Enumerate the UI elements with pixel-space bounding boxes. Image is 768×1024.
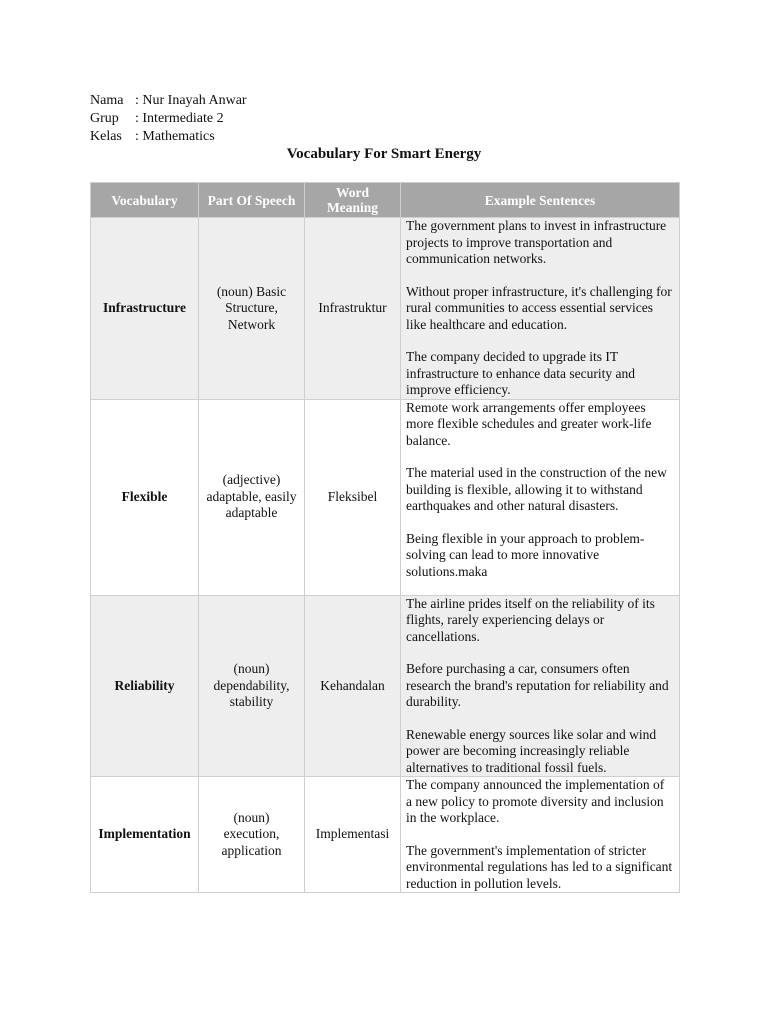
vocabulary-cell: Reliability	[91, 595, 199, 777]
student-name-row	[90, 92, 247, 110]
example-sentence: Renewable energy sources like solar and wind power are becoming increasingly reliable alternatives to traditional fossil fuels.	[406, 726, 657, 775]
part-of-speech-cell: (noun) Basic Structure, Network	[199, 218, 305, 400]
header-part-of-speech: Part Of Speech	[199, 183, 305, 218]
table-row	[91, 595, 680, 777]
example-sentence: The company announced the implementation of a new policy to promote diversity and inclusion in the workplace.	[406, 777, 665, 825]
table-row	[91, 218, 680, 400]
example-sentence: Without proper infrastructure, it's challenging for rural communities to access essential services like healthcare and education.	[406, 283, 672, 332]
example-sentences-cell	[401, 595, 680, 777]
header-word-meaning: Word Meaning	[305, 183, 401, 218]
example-sentences-cell	[401, 399, 680, 595]
example-sentence: Being flexible in your approach to problem-solving can lead to more innovative solutions.maka	[406, 530, 645, 579]
example-sentence: Before purchasing a car, consumers often research the brand's reputation for reliability and durability.	[406, 661, 669, 709]
word-meaning-cell: Implementasi	[305, 777, 401, 893]
example-sentence: The material used in the construction of the new building is flexible, allowing it to withstand earthquakes and other natural disasters.	[406, 465, 667, 513]
example-sentence: The airline prides itself on the reliability of its flights, rarely experiencing delays or cancellations.	[406, 595, 655, 644]
header-vocabulary: Vocabulary	[91, 183, 199, 218]
table-row	[91, 399, 680, 595]
group-label: Grup	[90, 111, 119, 126]
name-value: : Nur Inayah Anwar	[135, 93, 247, 108]
table-header-row	[91, 183, 680, 218]
table-row	[91, 777, 680, 893]
name-label: Nama	[90, 93, 124, 108]
example-sentence: The government plans to invest in infrastructure projects to improve transportation and communication networks.	[406, 218, 667, 266]
word-meaning-cell: Kehandalan	[305, 595, 401, 777]
vocabulary-cell: Flexible	[91, 399, 199, 595]
vocabulary-cell: Implementation	[91, 777, 199, 893]
example-sentence: The government's implementation of stricter environmental regulations has led to a significant reduction in pollution levels.	[406, 842, 673, 891]
vocabulary-table	[90, 182, 680, 893]
word-meaning-cell: Fleksibel	[305, 399, 401, 595]
word-meaning-cell: Infrastruktur	[305, 218, 401, 400]
header-example-sentences: Example Sentences	[401, 183, 680, 218]
vocabulary-cell: Infrastructure	[91, 218, 199, 400]
class-label: Kelas	[90, 129, 122, 144]
example-sentences-cell	[401, 777, 680, 893]
class-value: : Mathematics	[135, 129, 215, 144]
example-sentence: The company decided to upgrade its IT infrastructure to enhance data security and improve efficiency.	[406, 349, 636, 397]
part-of-speech-cell: (noun) execution, application	[199, 777, 305, 893]
group-value: : Intermediate 2	[135, 111, 224, 126]
example-sentences-cell	[401, 218, 680, 400]
student-info	[90, 92, 247, 146]
student-class-row	[90, 128, 247, 146]
part-of-speech-cell: (adjective) adaptable, easily adaptable	[199, 399, 305, 595]
page-title: Vocabulary For Smart Energy	[286, 146, 482, 162]
example-sentence: Remote work arrangements offer employees more flexible schedules and greater work-life balance.	[406, 399, 652, 448]
part-of-speech-cell: (noun) dependability, stability	[199, 595, 305, 777]
student-group-row	[90, 110, 247, 128]
